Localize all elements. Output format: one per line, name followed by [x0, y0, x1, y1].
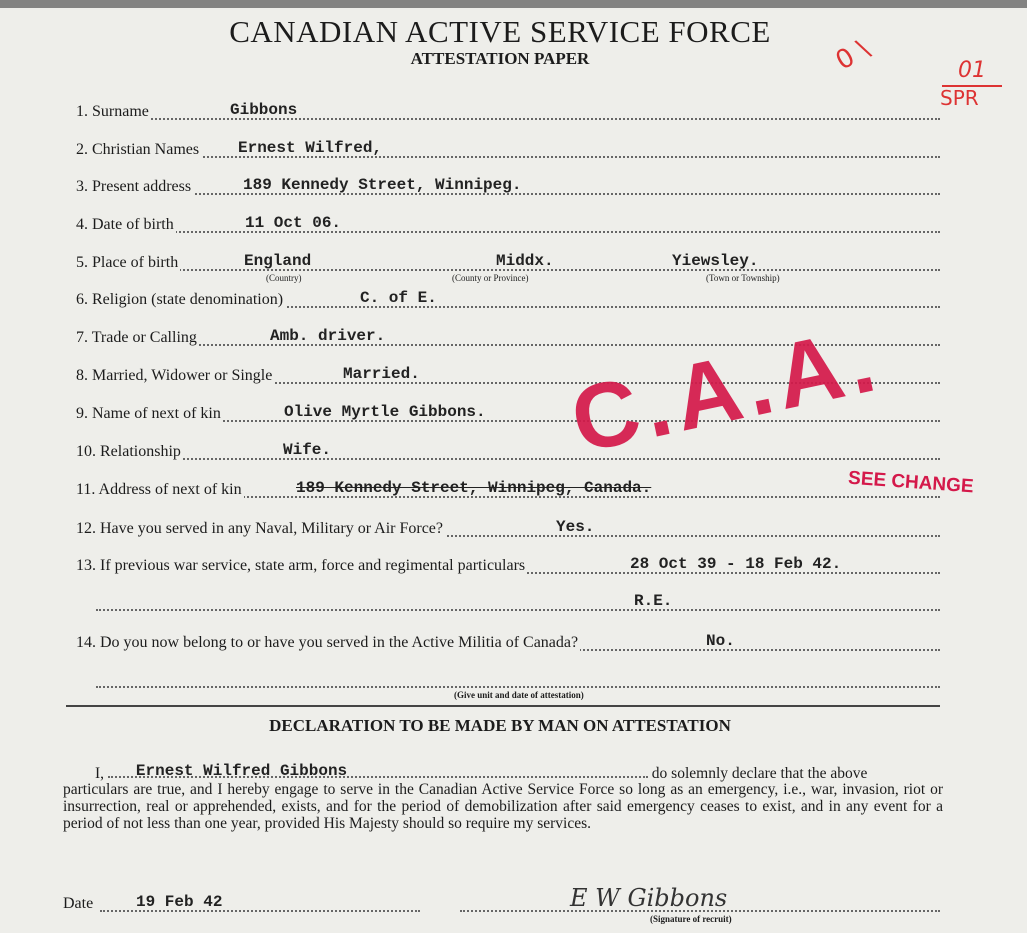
birth-county-value: Middx.: [496, 252, 554, 270]
field-relationship: 10. Relationship Wife.: [76, 438, 940, 460]
field-trade: 7. Trade or Calling Amb. driver.: [76, 324, 940, 346]
field-next-of-kin-address: 11. Address of next of kin 189 Kennedy Street, Winnipeg, Canada.: [76, 476, 940, 498]
next-of-kin-address-value: 189 Kennedy Street, Winnipeg, Canada.: [296, 479, 652, 497]
christian-names-value: Ernest Wilfred,: [238, 139, 383, 157]
date-field: [100, 890, 420, 912]
surname-value: Gibbons: [230, 101, 298, 119]
caa-stamp: C.A.A.: [562, 307, 890, 473]
pen-mark: 0 \: [830, 33, 875, 77]
see-change-stamp: SEE CHANGE: [847, 467, 975, 498]
form-subtitle: ATTESTATION PAPER: [410, 49, 590, 68]
declaration-text: I, Ernest Wilfred Gibbons do solemnly declare that the above particulars are true, and I hereby engage to serve in the Canadian Active Service Force so long as an emergency, i.e., war, invasion, riot or insurrection, real or apprehended, exists, and for the period of demobilization after said emergency ceases to exist, and in any event for a period of not less than one year, provided His Majesty should so require my services.: [63, 762, 943, 832]
birth-country-value: England: [244, 252, 312, 270]
birth-town-value: Yiewsley.: [672, 252, 759, 270]
relationship-value: Wife.: [283, 441, 332, 459]
field-war-service: 13. If previous war service, state arm, force and regimental particulars 28 Oct 39 - 18 Feb 42.: [76, 552, 940, 574]
war-service-value: 28 Oct 39 - 18 Feb 42.: [630, 555, 842, 573]
previous-service-value: Yes.: [556, 518, 595, 536]
field-date-of-birth: 4. Date of birth 11 Oct 06.: [76, 211, 940, 233]
declaration-heading: DECLARATION TO BE MADE BY MAN ON ATTESTATION: [269, 716, 731, 735]
date-of-birth-value: 11 Oct 06.: [245, 214, 342, 232]
marital-status-value: Married.: [343, 365, 420, 383]
field-place-of-birth: 5. Place of birth England Middx. Yiewsley. (Country) (County or Province) (Town or Township): [76, 249, 940, 271]
signature-field: E W Gibbons (Signature of recruit): [460, 890, 940, 912]
trade-value: Amb. driver.: [270, 327, 386, 345]
annotation-code-top: 01: [958, 58, 986, 83]
divider: [66, 705, 940, 707]
declarant-name: Ernest Wilfred Gibbons: [135, 762, 348, 780]
form-title: CANADIAN ACTIVE SERVICE FORCE: [229, 14, 771, 49]
active-militia-value: No.: [706, 632, 735, 650]
field-religion: 6. Religion (state denomination) C. of E.: [76, 286, 940, 308]
signature: E W Gibbons: [570, 884, 728, 912]
field-christian-names: 2. Christian Names Ernest Wilfred,: [76, 136, 940, 158]
field-next-of-kin: 9. Name of next of kin Olive Myrtle Gibbons.: [76, 400, 940, 422]
annotation-code-bottom: SPR: [940, 86, 979, 110]
field-surname: 1. Surname Gibbons: [76, 98, 940, 120]
field-marital-status: 8. Married, Widower or Single Married.: [76, 362, 940, 384]
previous-page-edge: [0, 0, 1027, 8]
war-service-unit-value: R.E.: [634, 592, 673, 610]
field-previous-service: 12. Have you served in any Naval, Military or Air Force? Yes.: [76, 515, 940, 537]
field-present-address: 3. Present address 189 Kennedy Street, Winnipeg.: [76, 173, 940, 195]
religion-value: C. of E.: [360, 289, 437, 307]
date-label: Date: [63, 895, 94, 912]
next-of-kin-value: Olive Myrtle Gibbons.: [284, 403, 486, 421]
present-address-value: 189 Kennedy Street, Winnipeg.: [243, 176, 522, 194]
field-war-service-line2: [96, 589, 940, 611]
date-value: 19 Feb 42: [136, 893, 223, 911]
field-active-militia: 14. Do you now belong to or have you served in the Active Militia of Canada? No.: [76, 629, 940, 651]
field-active-militia-line2: (Give unit and date of attestation): [96, 666, 940, 688]
